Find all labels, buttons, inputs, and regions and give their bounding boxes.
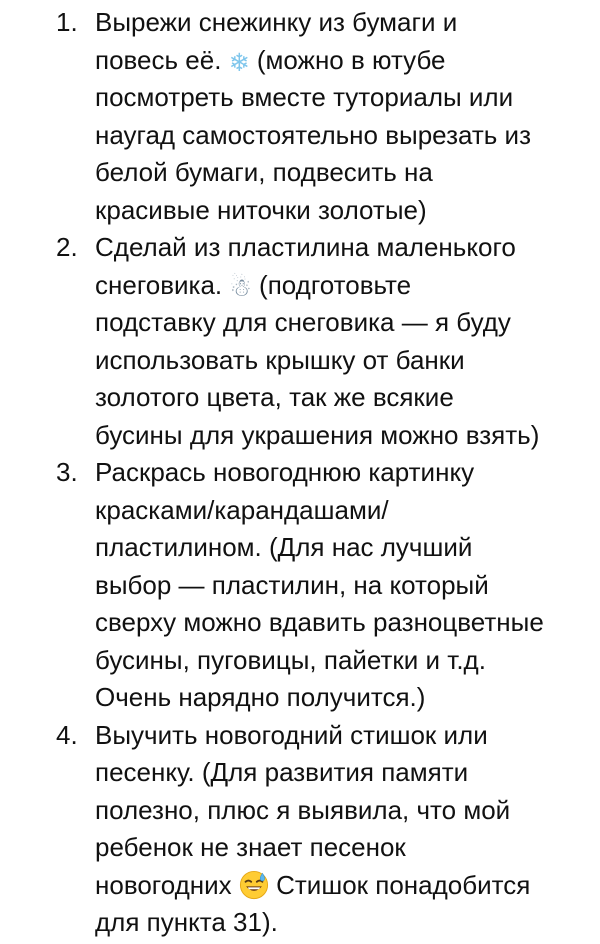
text-line: подставку для снеговика — я буду xyxy=(95,307,511,337)
text-line: Вырежи снежинку из бумаги и xyxy=(95,7,458,37)
text-line: пластилином. (Для нас лучший xyxy=(95,532,473,562)
text-line: Выучить новогодний стишок или xyxy=(95,719,488,750)
text-line: Очень нарядно получится.) xyxy=(95,682,426,712)
text-fragment: новогодних xyxy=(95,869,232,900)
text-line: бусины для украшения можно взять) xyxy=(95,419,540,450)
text-fragment: (можно в ютубе xyxy=(256,44,446,75)
text-line: сверху можно вдавить разноцветные xyxy=(95,607,544,637)
text-fragment: Стишок понадобится xyxy=(276,869,531,900)
list-item xyxy=(0,229,600,454)
snowman-icon: ☃ xyxy=(229,272,252,302)
text-line: для пункта 31). xyxy=(95,907,278,937)
text-line: песенку. (Для развития памяти xyxy=(95,757,469,787)
text-line: полезно, плюс я выявила, что мой xyxy=(95,794,511,825)
text-line: посмотреть вместе туториалы или xyxy=(95,82,514,112)
list-number: 4. xyxy=(56,719,78,750)
text-line: золотого цвета, так же всякие xyxy=(95,382,454,412)
list-number: 2. xyxy=(56,232,78,262)
text-line: бусины, пуговицы, пайетки и т.д. xyxy=(95,644,486,675)
list-number: 3. xyxy=(56,457,78,487)
list-item xyxy=(0,4,600,229)
text-line xyxy=(95,42,580,80)
text-fragment: повесь её. xyxy=(95,44,222,75)
grinning-sweat-face-icon xyxy=(239,870,269,900)
list-item xyxy=(0,454,600,717)
text-line: ребенок не знает песенок xyxy=(95,832,406,862)
text-line: выбор — пластилин, на который xyxy=(95,569,489,600)
text-fragment: (подготовьте xyxy=(259,269,412,300)
text-line: Сделай из пластилина маленького xyxy=(95,232,516,262)
text-line: красками/карандашами/ xyxy=(95,494,389,525)
numbered-list xyxy=(0,4,600,942)
list-number: 1. xyxy=(56,7,78,37)
text-line: Раскрась новогоднюю картинку xyxy=(95,457,475,487)
text-line xyxy=(95,867,580,905)
text-line: белой бумаги, подвесить на xyxy=(95,157,433,187)
snowflake-icon: ❄ xyxy=(228,47,250,77)
text-line: красивые ниточки золотые) xyxy=(95,194,427,225)
list-item xyxy=(0,717,600,942)
text-line: наугад самостоятельно вырезать из xyxy=(95,119,531,150)
text-fragment: снеговика. xyxy=(95,269,223,300)
text-line xyxy=(95,267,580,305)
text-line: использовать крышку от банки xyxy=(95,344,465,375)
